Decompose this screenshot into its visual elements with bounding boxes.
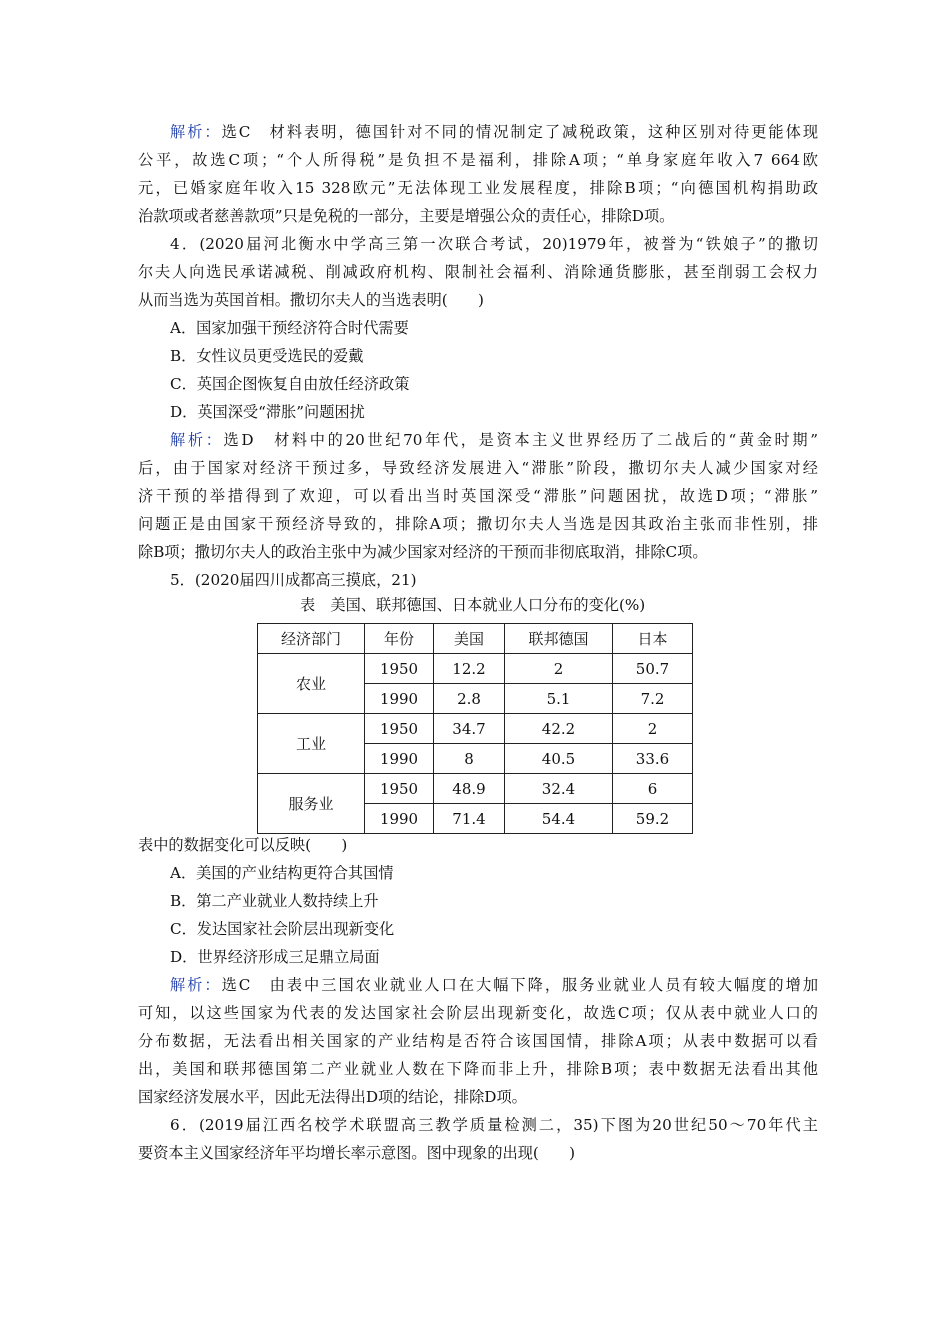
- text-line: 出，美国和联邦德国第二产业就业人数在下降而非上升，排除B项；表中数据无法看出其他: [138, 1060, 818, 1078]
- text-line: 公平，故选C项；“个人所得税”是负担不是福利，排除A项；“单身家庭年收入7 664欧: [138, 151, 818, 169]
- text-line: 尔夫人向选民承诺减税、削减政府机构、限制社会福利、消除通货膨胀，甚至削弱工会权力: [138, 263, 818, 281]
- table-cell: 33.6: [613, 744, 693, 774]
- answer-line: 解析：选D 材料中的20世纪70年代，是资本主义世界经历了二战后的“黄金时期”: [170, 431, 818, 449]
- option-a: A．美国的产业结构更符合其国情: [170, 864, 394, 882]
- answer-label: 解析：: [170, 123, 222, 141]
- table-cell: 54.4: [505, 804, 613, 834]
- text-line: 可知，以这些国家为代表的发达国家社会阶层出现新变化，故选C项；仅从表中就业人口的: [138, 1004, 818, 1022]
- text-line: 要资本主义国家经济年平均增长率示意图。图中现象的出现( ): [138, 1144, 576, 1162]
- table-cell: 5.1: [505, 684, 613, 714]
- table-header: 经济部门: [258, 624, 365, 654]
- text-line: 国家经济发展水平，因此无法得出D项的结论，排除D项。: [138, 1088, 527, 1106]
- table-header: 联邦德国: [505, 624, 613, 654]
- sector-cell: 工业: [258, 714, 365, 774]
- question-6-stem: 6．(2019届江西名校学术联盟高三教学质量检测二，35)下图为20世纪50～70年代主: [170, 1116, 818, 1134]
- table-cell: 34.7: [434, 714, 505, 744]
- answer-line: 解析：选C 材料表明，德国针对不同的情况制定了减税政策，这种区别对待更能体现: [170, 123, 818, 141]
- text-line: 济干预的举措得到了欢迎，可以看出当时英国深受“滞胀”问题困扰，故选D项；“滞胀”: [138, 487, 818, 505]
- text-line: 元，已婚家庭年收入15 328欧元”无法体现工业发展程度，排除B项；“向德国机构捐助政: [138, 179, 818, 197]
- table-cell: 59.2: [613, 804, 693, 834]
- table-cell: 1990: [365, 804, 434, 834]
- option-c: C．英国企图恢复自由放任经济政策: [170, 375, 410, 393]
- answer-label: 解析：: [170, 976, 222, 994]
- table-cell: 1990: [365, 684, 434, 714]
- table-cell: 2: [613, 714, 693, 744]
- table-row: [258, 654, 693, 684]
- table-cell: 8: [434, 744, 505, 774]
- table-cell: 6: [613, 774, 693, 804]
- table-cell: 1990: [365, 744, 434, 774]
- table-cell: 48.9: [434, 774, 505, 804]
- text-line: 表中的数据变化可以反映( ): [138, 836, 348, 854]
- option-c: C．发达国家社会阶层出现新变化: [170, 920, 395, 938]
- option-a: A．国家加强干预经济符合时代需要: [170, 319, 409, 337]
- table-cell: 7.2: [613, 684, 693, 714]
- text-line: 分布数据，无法看出相关国家的产业结构是否符合该国国情，排除A项；从表中数据可以看: [138, 1032, 818, 1050]
- table-header: 美国: [434, 624, 505, 654]
- option-b: B．第二产业就业人数持续上升: [170, 892, 379, 910]
- table-cell: 50.7: [613, 654, 693, 684]
- sector-cell: 农业: [258, 654, 365, 714]
- text-line: 问题正是由国家干预经济导致的，排除A项；撒切尔夫人当选是因其政治主张而非性别，排: [138, 515, 818, 533]
- table-cell: 42.2: [505, 714, 613, 744]
- table-caption: 表 美国、联邦德国、日本就业人口分布的变化(%): [300, 596, 646, 614]
- table-cell: 1950: [365, 714, 434, 744]
- question-4-stem: 4．(2020届河北衡水中学高三第一次联合考试，20)1979年，被誉为“铁娘子”的撒切: [170, 235, 818, 253]
- table-header: 年份: [365, 624, 434, 654]
- table-row: [258, 714, 693, 744]
- answer-line: 解析：选C 由表中三国农业就业人口在大幅下降，服务业就业人员有较大幅度的增加: [170, 976, 818, 994]
- answer-label: 解析：: [170, 431, 224, 449]
- text-line: 从而当选为英国首相。撒切尔夫人的当选表明( ): [138, 291, 484, 309]
- option-b: B．女性议员更受选民的爱戴: [170, 347, 364, 365]
- employment-table: [257, 623, 693, 834]
- table-cell: 1950: [365, 774, 434, 804]
- table-cell: 71.4: [434, 804, 505, 834]
- table-cell: 12.2: [434, 654, 505, 684]
- table-cell: 2.8: [434, 684, 505, 714]
- text-line: 除B项；撒切尔夫人的政治主张中为减少国家对经济的干预而非彻底取消，排除C项。: [138, 543, 708, 561]
- text-line: 治款项或者慈善款项”只是免税的一部分，主要是增强公众的责任心，排除D项。: [138, 207, 675, 225]
- table-header: 日本: [613, 624, 693, 654]
- text-line: 后，由于国家对经济干预过多，导致经济发展进入“滞胀”阶段，撒切尔夫人减少国家对经: [138, 459, 818, 477]
- table-row: [258, 774, 693, 804]
- question-5-stem: 5．(2020届四川成都高三摸底，21): [170, 571, 417, 589]
- table-cell: 40.5: [505, 744, 613, 774]
- table-cell: 2: [505, 654, 613, 684]
- table-header-row: [258, 624, 693, 654]
- table-cell: 1950: [365, 654, 434, 684]
- table-cell: 32.4: [505, 774, 613, 804]
- sector-cell: 服务业: [258, 774, 365, 834]
- option-d: D．世界经济形成三足鼎立局面: [170, 948, 380, 966]
- option-d: D．英国深受“滞胀”问题困扰: [170, 403, 365, 421]
